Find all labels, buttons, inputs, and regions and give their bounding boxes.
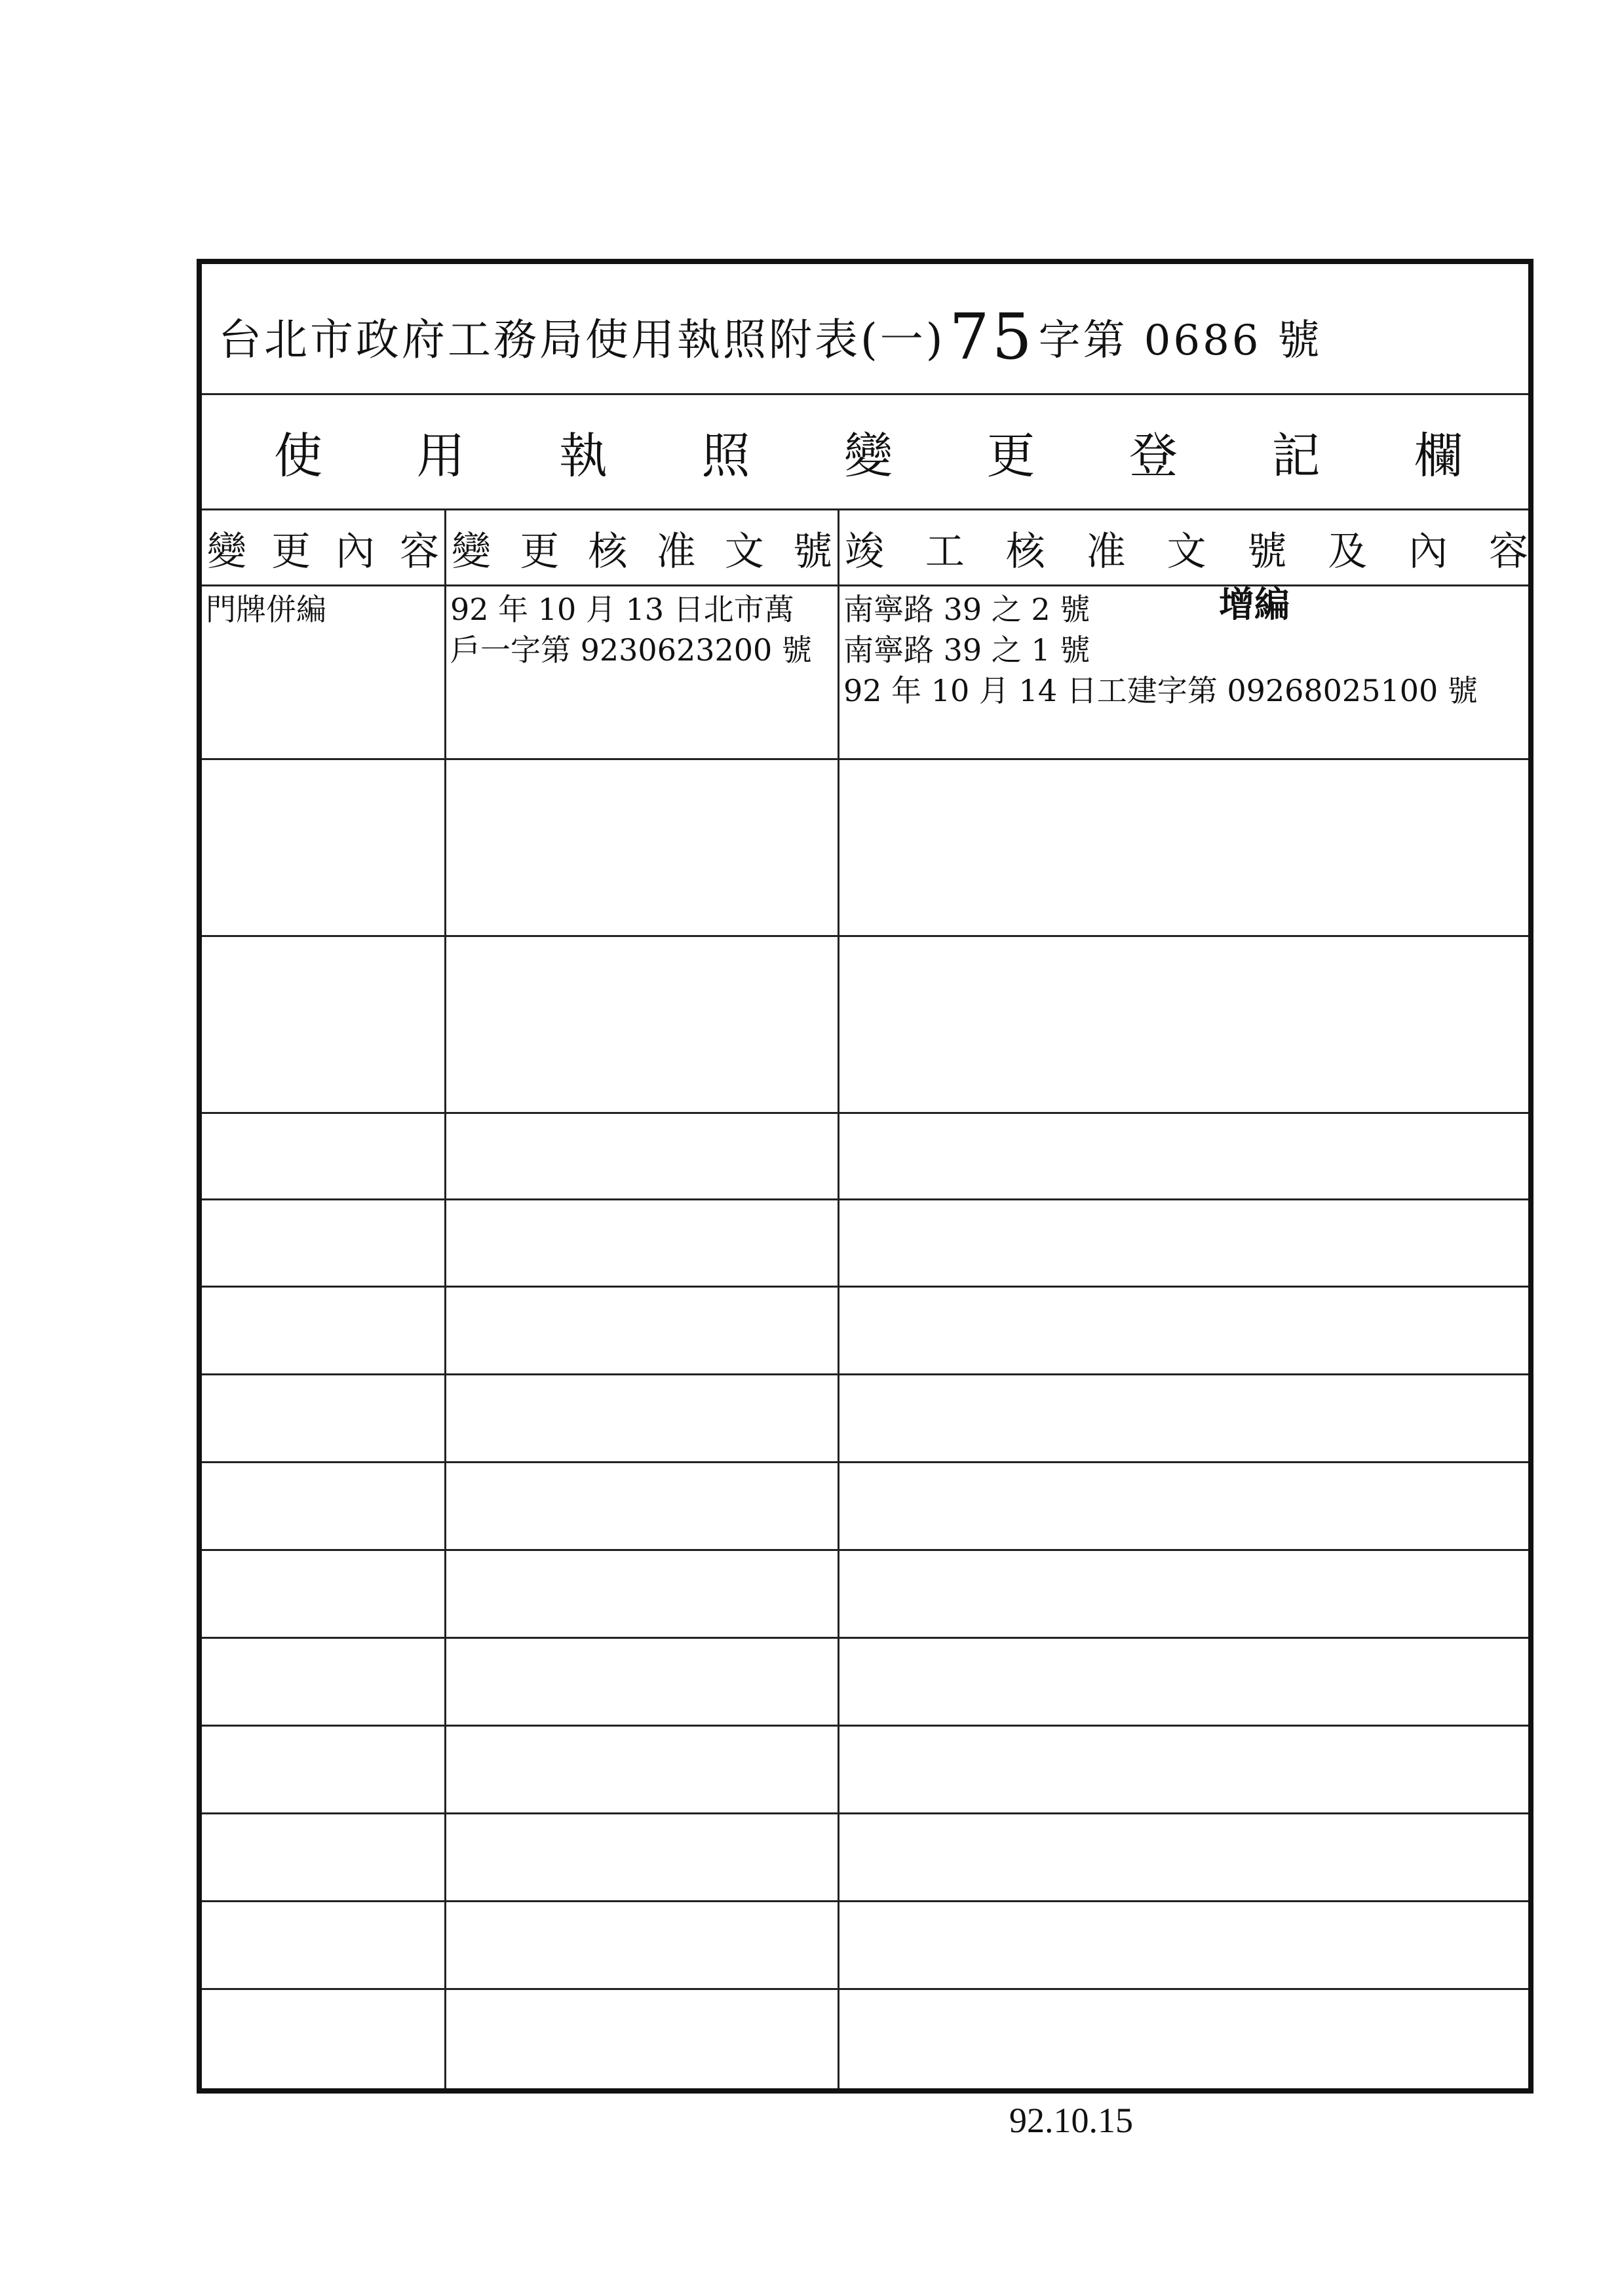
subtitle-char: 使 — [274, 427, 322, 484]
subtitle-char: 記 — [1271, 427, 1321, 484]
subtitle-char: 照 — [701, 427, 750, 484]
table-row — [202, 1200, 1528, 1288]
table-row — [202, 1727, 1528, 1814]
table-row — [202, 1288, 1528, 1375]
title-mid: 字第 — [1038, 316, 1128, 365]
table-row — [202, 1902, 1528, 1990]
subtitle-char: 執 — [559, 427, 608, 484]
table-row — [202, 1814, 1528, 1902]
license-change-form — [197, 259, 1533, 2094]
title-prefix: 台北市政府工務局使用執照附表(一) — [218, 315, 946, 365]
table-row — [202, 1639, 1528, 1727]
cell-completion-approval: 南寧路 39 之 2 號 南寧路 39 之 1 號 92 年 10 月 14 日工建字第 09268025100 號 — [843, 592, 1478, 708]
subtitle-char: 登 — [1129, 427, 1178, 484]
subtitle-char: 欄 — [1414, 427, 1463, 484]
form-title-row — [202, 264, 1528, 395]
title-serial: 0686 — [1144, 316, 1262, 365]
table-row — [202, 1114, 1528, 1200]
handwritten-stamp: 增編 — [1219, 584, 1290, 625]
title-number: 75 — [949, 300, 1035, 373]
footer-date: 92.10.15 — [1009, 2101, 1133, 2140]
table-row — [202, 1375, 1528, 1463]
table-header-row — [202, 510, 1528, 586]
table-row — [202, 937, 1528, 1114]
table-row — [202, 1463, 1528, 1551]
table-row — [202, 1551, 1528, 1639]
form-subtitle — [202, 395, 1528, 510]
table-row — [202, 760, 1528, 937]
subtitle-char: 變 — [844, 427, 893, 484]
header-change-content: 變 更 內 容 — [207, 529, 439, 575]
cell-approval-number: 92 年 10 月 13 日北市萬 戶一字第 9230623200 號 — [450, 592, 812, 668]
form-title — [218, 300, 1322, 373]
subtitle-char: 更 — [986, 427, 1035, 484]
subtitle-char: 用 — [416, 427, 465, 484]
cell-change-content: 門牌併編 — [206, 592, 326, 627]
header-approval-number: 變 更 核 准 文 號 — [452, 529, 832, 575]
title-suffix: 號 — [1277, 316, 1322, 365]
table-row — [202, 586, 1528, 760]
header-completion-approval: 竣 工 核 准 文 號 及 內 容 — [845, 529, 1528, 575]
